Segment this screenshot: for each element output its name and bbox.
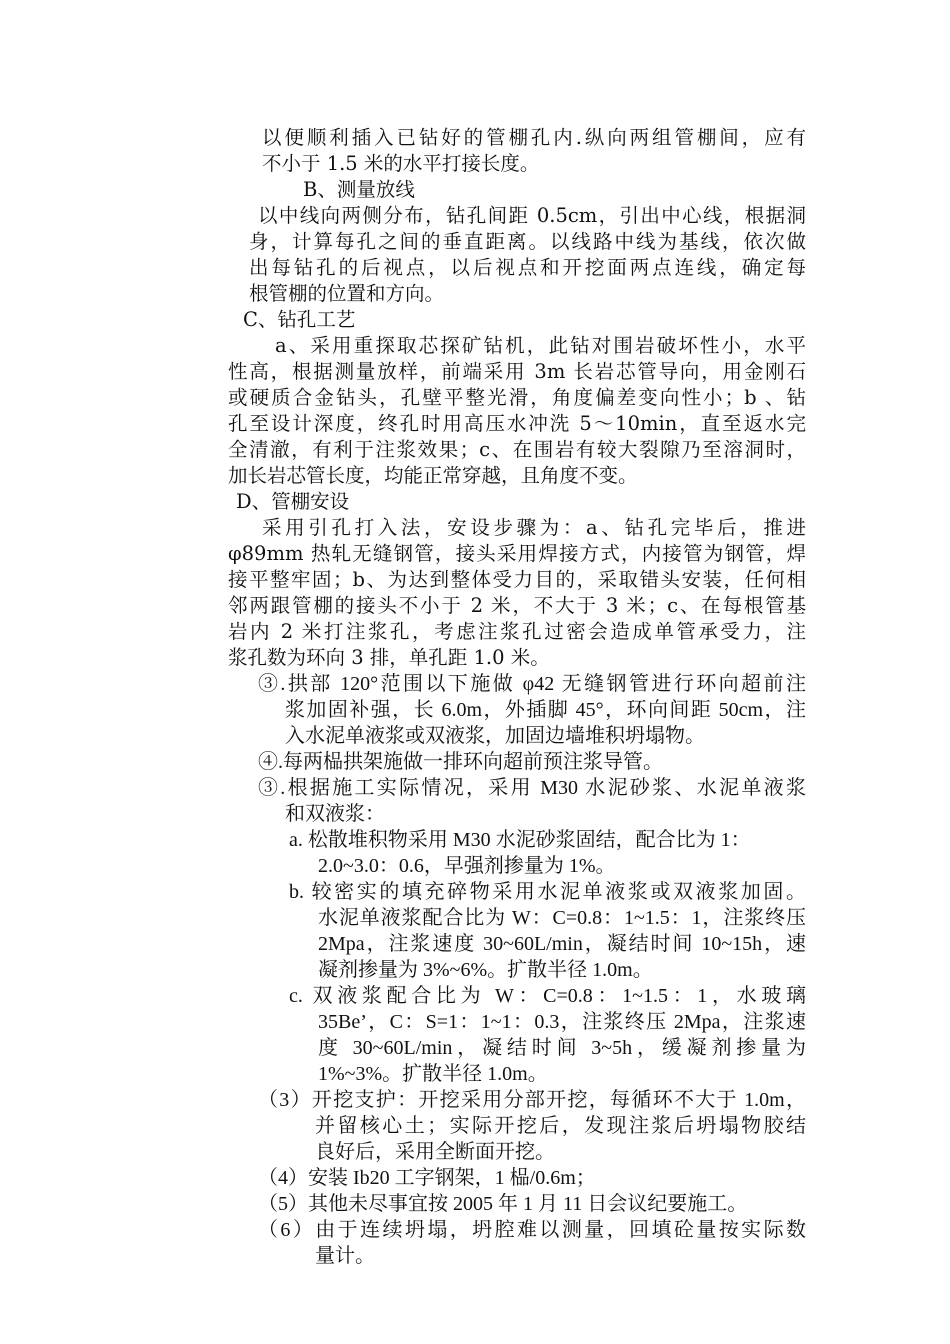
text-line-32: 2Mpa，注浆速度 30~60L/min，凝结时间 10~15h，速 bbox=[318, 933, 806, 955]
item-4: （4）安装 Ib20 工字钢架，1 榀/0.6m； bbox=[258, 1167, 596, 1189]
text-line-35: 35Be’，C：S=1：1~1：0.3，注浆终压 2Mpa，注浆速 bbox=[318, 1011, 806, 1033]
list-item-a: a. 松散堆积物采用 M30 水泥砂浆固结，配合比为 1： bbox=[289, 829, 751, 851]
section-heading-c: C、钻孔工艺 bbox=[243, 308, 356, 331]
text-line-26: ③.根据施工实际情况，采用 M30 水泥砂浆、水泥单液浆 bbox=[258, 777, 806, 799]
text-line-29: 2.0~3.0：0.6，早强剂掺量为 1%。 bbox=[318, 855, 616, 877]
text-line-39: 并留核心土；实际开挖后，发现注浆后坍塌物胶结 bbox=[315, 1115, 806, 1137]
item-6: （6）由于连续坍塌，坍腔难以测量，回填砼量按实际数 bbox=[258, 1219, 806, 1241]
text-line-11: 或硬质合金钻头，孔壁平整光滑，角度偏差变向性小；b 、钻 bbox=[228, 386, 806, 409]
text-line-7: 根管棚的位置和方向。 bbox=[249, 282, 445, 305]
text-line-12: 孔至设计深度，终孔时用高压水冲洗 5～10min，直至返水完 bbox=[228, 412, 806, 435]
text-line-5: 身，计算每孔之间的垂直距离。以线路中线为基线，依次做 bbox=[249, 230, 806, 253]
text-line-20: 岩内 2 米打注浆孔，考虑注浆孔过密会造成单管承受力，注 bbox=[228, 620, 806, 643]
text-line-37: 1%~3%。扩散半径 1.0m。 bbox=[318, 1063, 548, 1085]
item-3: （3）开挖支护：开挖采用分部开挖，每循环不大于 1.0m， bbox=[258, 1089, 806, 1111]
text-line-44: 量计。 bbox=[315, 1245, 375, 1267]
text-line-17: φ89mm 热轧无缝钢管，接头采用焊接方式，内接管为钢管，焊 bbox=[228, 542, 806, 565]
list-item-b: b. 较密实的填充碎物采用水泥单液浆或双液浆加固。 bbox=[289, 881, 806, 903]
text-line-13: 全清澈，有利于注浆效果；c、在围岩有较大裂隙乃至溶洞时， bbox=[228, 438, 806, 461]
list-item-c: c. 双液浆配合比为 W：C=0.8：1~1.5：1，水玻璃 bbox=[289, 985, 806, 1007]
text-line-24: 入水泥单液浆或双液浆，加固边墙堆积坍塌物。 bbox=[285, 725, 705, 747]
text-line-2: 不小于 1.5 米的水平打接长度。 bbox=[262, 152, 540, 175]
text-line-10: 性高，根据测量放样，前端采用 3m 长岩芯管导向，用金刚石 bbox=[228, 360, 806, 383]
text-line-27: 和双液浆： bbox=[285, 803, 385, 825]
text-line-25: ④.每两榀拱架施做一排环向超前预注浆导管。 bbox=[258, 751, 663, 773]
text-line-19: 邻两跟管棚的接头不小于 2 米，不大于 3 米；c、在每根管基 bbox=[228, 594, 806, 617]
text-line-22: ③.拱部 120°范围以下施做 φ42 无缝钢管进行环向超前注 bbox=[258, 673, 806, 695]
text-line-16: 采用引孔打入法，安设步骤为：a、钻孔完毕后，推进 bbox=[262, 516, 806, 539]
text-line-1: 以便顺利插入已钻好的管棚孔内.纵向两组管棚间，应有 bbox=[262, 126, 806, 149]
text-line-9: a、采用重探取芯探矿钻机，此钻对围岩破坏性小，水平 bbox=[275, 334, 806, 357]
text-line-31: 水泥单液浆配合比为 W：C=0.8：1~1.5：1，注浆终压 bbox=[318, 907, 806, 929]
text-line-6: 出每钻孔的后视点，以后视点和开挖面两点连线，确定每 bbox=[249, 256, 806, 279]
text-line-21: 浆孔数为环向 3 排，单孔距 1.0 米。 bbox=[228, 646, 550, 669]
text-line-36: 度 30~60L/min，凝结时间 3~5h，缓凝剂掺量为 bbox=[318, 1037, 806, 1059]
text-line-23: 浆加固补强，长 6.0m，外插脚 45°，环向间距 50cm，注 bbox=[285, 699, 806, 721]
text-line-33: 凝剂掺量为 3%~6%。扩散半径 1.0m。 bbox=[318, 959, 653, 981]
text-line-18: 接平整牢固；b、为达到整体受力目的，采取错头安装，任何相 bbox=[228, 568, 806, 591]
item-5: （5）其他未尽事宜按 2005 年 1 月 11 日会议纪要施工。 bbox=[258, 1193, 748, 1215]
text-line-40: 良好后，采用全断面开挖。 bbox=[315, 1141, 555, 1163]
section-heading-d: D、管棚安设 bbox=[236, 490, 350, 513]
section-heading-b: B、测量放线 bbox=[303, 178, 415, 201]
text-line-4: 以中线向两侧分布，钻孔间距 0.5cm，引出中心线，根据洞 bbox=[258, 204, 806, 227]
text-line-14: 加长岩芯管长度，均能正常穿越，且角度不变。 bbox=[228, 464, 638, 487]
